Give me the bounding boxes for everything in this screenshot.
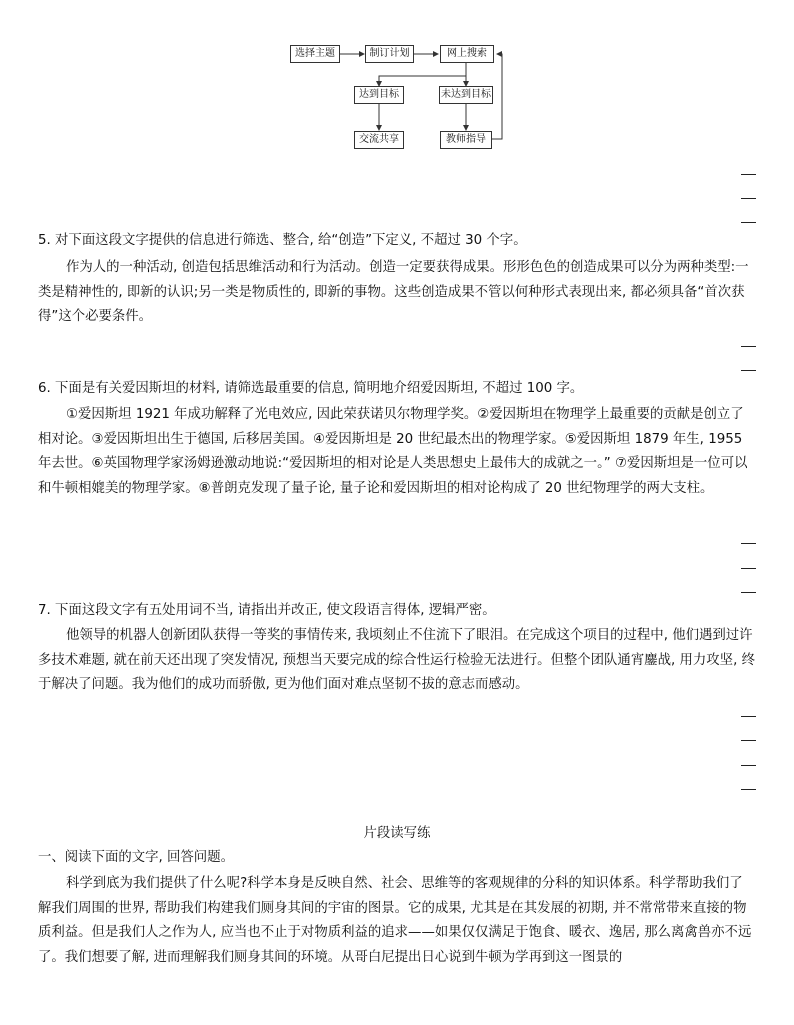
q6-prompt: 6. 下面是有关爱因斯坦的材料, 请筛选最重要的信息, 简明地介绍爱因斯坦, 不超过 100 字。 (38, 381, 584, 396)
node-select-topic: 选择主题 (290, 45, 340, 63)
node-make-plan: 制订计划 (365, 45, 414, 63)
node-share: 交流共享 (354, 131, 404, 149)
arrow-search-to-reached (379, 63, 466, 86)
answer-line[interactable] (741, 543, 756, 544)
q7-prompt: 7. 下面这段文字有五处用词不当, 请指出并改正, 使文段语言得体, 逻辑严密。 (38, 603, 496, 618)
answer-line[interactable] (741, 765, 756, 766)
node-goal-not-reached: 未达到目标 (439, 86, 493, 104)
q6-text: ①爱因斯坦 1921 年成功解释了光电效应, 因此荣获诺贝尔物理学奖。②爱因斯坦在物理学上最重要的贡献是创立了相对论。③爱因斯坦出生于德国, 后移居美国。④爱因斯坦是 20 世纪最杰出的物理学家。⑤爱因斯坦 1879 年生, 1955 年去世。⑥英国物理学家汤姆逊激动地说:“爱因斯坦的相对论是人类思想史上最伟大的成就之一。” ⑦爱因斯坦是一位可以和牛顿相媲美的物理学家。⑧普朗克发现了量子论, 量子论和爱因斯坦的相对论构成了 20 世纪物理学的两大支柱。 (38, 407, 748, 496)
q7-text: 他领导的机器人创新团队获得一等奖的事情传来, 我顷刻止不住流下了眼泪。在完成这个项目的过程中, 他们遇到过许多技术难题, 就在前天还出现了突发情况, 预想当天要完成的综合性运行检验无法进行。但整个团队通宵鏖战, 用力攻坚, 终于解决了问题。我为他们的成功而骄傲, 更为他们面对难点坚韧不拔的意志而感动。 (38, 628, 755, 692)
reading-passage: 科学到底为我们提供了什么呢?科学本身是反映自然、社会、思维等的客观规律的分科的知识体系。科学帮助我们了解我们周围的世界, 帮助我们构建我们厕身其间的宇宙的图景。它的成果, 尤其是在其发展的初期, 并不常常带来直接的物质利益。但是我们人之作为人, 应当也不止于对物质利益的追求——如果仅仅满足于饱食、暖衣、逸居, 那么离禽兽亦不远了。我们想要了解, 进而理解我们厕身其间的环境。从哥白尼提出日心说到牛顿为学再到这一图景的 (38, 876, 752, 965)
answer-line[interactable] (741, 716, 756, 717)
part1-heading: 一、阅读下面的文字, 回答问题。 (38, 850, 234, 865)
answer-line[interactable] (741, 370, 756, 371)
node-goal-reached: 达到目标 (354, 86, 404, 104)
answer-line[interactable] (741, 174, 756, 175)
node-web-search: 网上搜索 (440, 45, 494, 63)
answer-line[interactable] (741, 222, 756, 223)
answer-line[interactable] (741, 592, 756, 593)
answer-line[interactable] (741, 346, 756, 347)
q5-prompt: 5. 对下面这段文字提供的信息进行筛选、整合, 给“创造”下定义, 不超过 30 个字。 (38, 233, 527, 248)
q5-text: 作为人的一种活动, 创造包括思维活动和行为活动。创造一定要获得成果。形形色色的创造成果可以分为两种类型:一类是精神性的, 即新的认识;另一类是物质性的, 即新的事物。这些创造成果不管以何种形式表现出来, 都必须具备“首次获得”这个必要条件。 (38, 260, 749, 324)
node-teacher-guide: 教师指导 (440, 131, 492, 149)
answer-line[interactable] (741, 740, 756, 741)
answer-line[interactable] (741, 198, 756, 199)
arrow-teacher-to-search (492, 54, 502, 139)
answer-line[interactable] (741, 568, 756, 569)
answer-line[interactable] (741, 789, 756, 790)
flowchart (0, 0, 794, 160)
section-title: 片段读写练 (363, 826, 431, 841)
